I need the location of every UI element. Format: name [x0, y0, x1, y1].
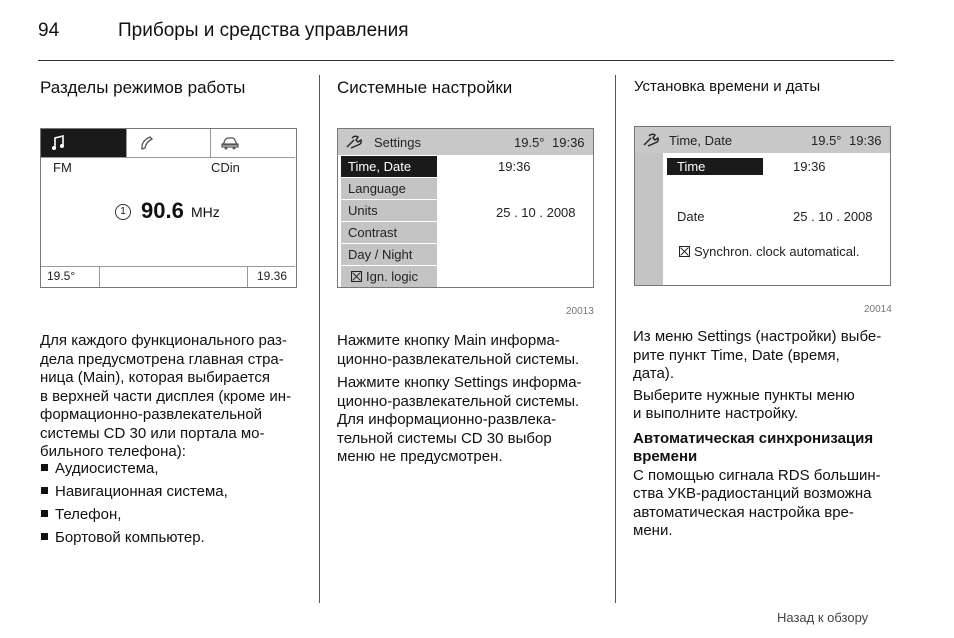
figure-number: 20013 [566, 306, 594, 317]
text-line: дела предусмотрена главная стра- [40, 350, 284, 368]
time-date-instructions [633, 328, 901, 541]
display-sidebar [635, 153, 663, 286]
text-line: С помощью сигнала RDS большин- [633, 466, 881, 484]
settings-instructions [337, 332, 609, 467]
text-line: Для каждого функционального раз- [40, 332, 287, 349]
menu-item-units: Units [341, 200, 437, 221]
car-icon [221, 136, 239, 150]
checkbox-icon [351, 271, 362, 282]
clock-readout: 19.36 [257, 269, 288, 283]
back-to-overview-link[interactable]: Назад к обзору [777, 610, 869, 625]
menu-item-contrast: Contrast [341, 222, 437, 243]
text-run: информа- [486, 332, 560, 349]
text-line: ционно-развлекательной системы. [337, 392, 580, 410]
list-item [41, 483, 228, 501]
status-divider [247, 267, 248, 287]
bullet-icon [41, 464, 48, 471]
frequency-unit: MHz [191, 204, 220, 220]
settings-menu-label: Settings (настройки) [697, 328, 837, 345]
tab-audio [41, 129, 127, 157]
settings-key-label: Settings [453, 374, 509, 391]
settings-wrench-icon [346, 135, 364, 149]
text-line [633, 365, 901, 384]
menu-item-time-date: Time, Date [341, 156, 437, 177]
text-line [633, 347, 901, 366]
sync-clock-label: Synchron. clock automatical. [694, 244, 860, 259]
main-key-label: Main [453, 332, 487, 349]
temperature-readout: 19.5° [811, 133, 842, 148]
figure-number: 20014 [864, 304, 892, 315]
page-title: Приборы и средства управления [118, 20, 409, 41]
list-item [41, 506, 121, 524]
date-value: 25 . 10 . 2008 [793, 209, 873, 224]
text-line: Для информационно-развлека- [337, 411, 557, 428]
text-line: мени. [633, 522, 673, 539]
checkbox-icon [679, 246, 690, 257]
text-line: автоматическая настройка вре- [633, 503, 854, 521]
section-title-time-date: Установка времени и даты [634, 78, 821, 95]
list-item [41, 529, 205, 547]
list-item-label: Аудиосистема, [55, 460, 159, 477]
clock-readout: 19:36 [552, 135, 585, 150]
text-line [337, 374, 609, 393]
list-item-label: Бортовой компьютер. [55, 529, 205, 546]
page-number: 94 [38, 20, 60, 41]
time-value: 19:36 [498, 159, 531, 174]
radio-display-figure [40, 128, 297, 288]
text-line: Выберите нужные пункты меню [633, 386, 855, 404]
source-label: CDin [211, 160, 240, 175]
text-line: формационно-развлекательной [40, 406, 263, 423]
text-line: бильного телефона): [40, 443, 186, 460]
text-line: ница (Main), которая выбирается [40, 369, 270, 386]
bullet-icon [41, 533, 48, 540]
time-date-menu-label: Time, Date (время, [710, 346, 840, 364]
text-line: ства УКВ-радиостанций возможна [633, 485, 872, 502]
display-title-bar [338, 129, 593, 155]
menu-item-ign-logic [341, 266, 437, 287]
section-title-modes: Разделы режимов работы [40, 78, 246, 97]
text-run: Нажмите кнопку [337, 332, 454, 349]
music-note-icon [51, 135, 65, 151]
subheading-auto-sync: Автоматическая синхронизация [633, 429, 874, 447]
preset-badge: 1 [115, 204, 131, 220]
settings-wrench-icon [643, 133, 661, 147]
menu-item-day-night: Day / Night [341, 244, 437, 265]
list-item [41, 460, 159, 478]
text-line: тельной системы CD 30 выбор [337, 429, 552, 447]
temperature-readout: 19.5° [514, 135, 545, 150]
sync-clock-option [679, 244, 859, 259]
date-value: 25 . 10 . 2008 [496, 205, 576, 220]
text-run: выбе- [836, 328, 882, 345]
phone-icon [139, 135, 155, 151]
display-tab-bar [41, 129, 295, 158]
tab-phone [127, 129, 211, 157]
display-title: Time, Date [669, 133, 733, 148]
temperature-readout: 19.5° [47, 269, 76, 283]
text-line [337, 332, 609, 351]
text-run: . [669, 365, 674, 382]
band-label: FM [53, 160, 72, 175]
text-line: и выполните настройку. [633, 405, 799, 422]
text-line [633, 328, 901, 347]
column-divider-1 [319, 75, 320, 603]
bullet-icon [41, 487, 48, 494]
column-divider-2 [615, 75, 616, 603]
modes-description [40, 332, 310, 462]
text-line: системы CD 30 или портала мо- [40, 424, 265, 442]
display-title: Settings [374, 135, 421, 150]
subheading-auto-sync: времени [633, 448, 698, 465]
display-status-bar [41, 266, 295, 287]
time-date-menu-label: дата) [633, 365, 670, 382]
tab-vehicle [211, 129, 295, 157]
list-item-label: Телефон, [55, 506, 122, 523]
menu-item-label: Ign. logic [366, 269, 419, 284]
text-run: Из меню [633, 328, 698, 345]
status-divider [99, 267, 100, 287]
frequency-value: 90.6 [141, 198, 184, 223]
time-value: 19:36 [793, 159, 826, 174]
text-line: в верхней части дисплея (кроме ин- [40, 387, 292, 405]
time-date-display-figure [634, 126, 891, 286]
display-title-bar [635, 127, 890, 153]
text-run: Нажмите кнопку [337, 374, 454, 391]
menu-item-language: Language [341, 178, 437, 199]
settings-display-figure [337, 128, 594, 288]
list-item-label: Навигационная система, [55, 483, 228, 500]
clock-readout: 19:36 [849, 133, 882, 148]
time-field-selected: Time [667, 158, 763, 175]
text-run: информа- [508, 374, 582, 391]
text-run: рите пункт [633, 346, 711, 364]
bullet-icon [41, 510, 48, 517]
date-label: Date [677, 209, 705, 224]
section-title-settings: Системные настройки [337, 78, 513, 97]
text-line: меню не предусмотрен. [337, 448, 503, 465]
header-divider [38, 60, 894, 61]
text-line: ционно-развлекательной системы. [337, 350, 580, 368]
